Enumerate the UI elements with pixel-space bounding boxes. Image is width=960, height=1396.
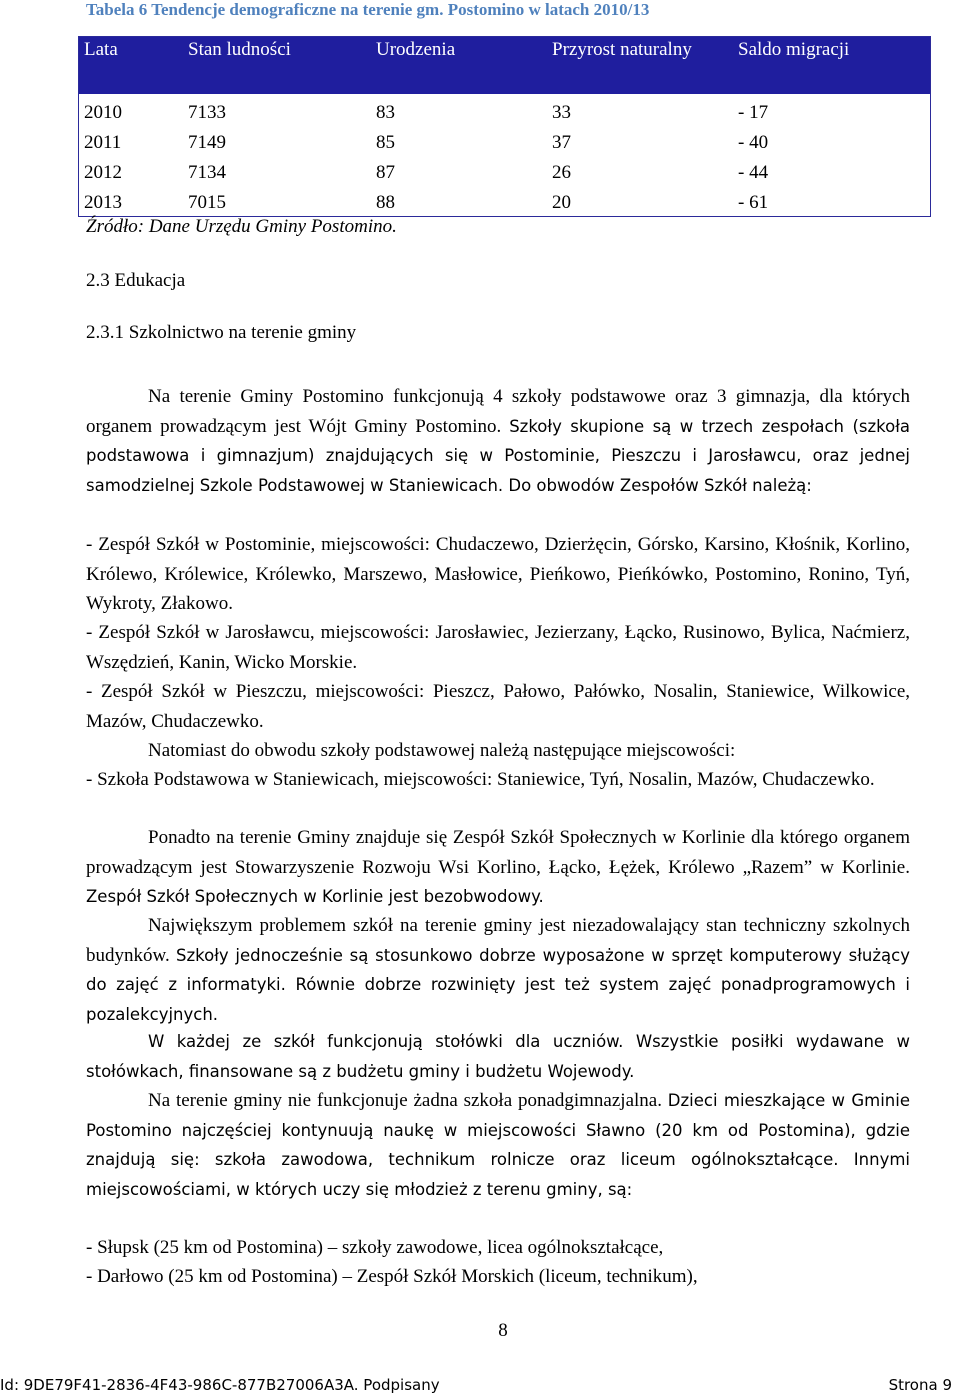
footer-page-label: Strona 9 [888,1376,952,1394]
paragraph-text: Szkoły jednocześnie są stosunkowo dobrze wyposażone w sprzęt komputerowy służący do zajęć z informatyki. Równie dobrze rozwinięty jest też system zajęć ponadprogramowych i pozalekcyjnych. [86,945,910,1024]
list-item-darlowo: - Darłowo (25 km od Postomina) – Zespół Szkół Morskich (liceum, technikum), [86,1266,698,1287]
table-caption: Tabela 6 Tendencje demograficzne na terenie gm. Postomino w latach 2010/13 [86,0,650,19]
paragraph-primary-school-district: Natomiast do obwodu szkoły podstawowej należą następujące miejscowości: [148,740,736,761]
paragraph-text: Wszystkie posiłki wydawane w stołówkach, finansowane są z budżetu gminy i budżetu Wojewody. [86,1032,911,1081]
cell-population: 7149 [188,132,226,153]
paragraph-canteens [86,1027,910,1086]
table-row [78,94,931,128]
page-number: 8 [498,1320,508,1341]
cell-births: 88 [376,192,395,213]
cell-births: 83 [376,102,395,123]
paragraph-text: Zespół Szkół Społecznych w Korlinie jest bezobwodowy. [86,887,544,906]
header-population: Stan ludności [182,36,370,94]
paragraph-secondary-schools [86,1086,910,1204]
paragraph-buildings [86,911,910,1029]
cell-migration-balance: - 17 [738,102,769,123]
list-item-staniewice: - Szkoła Podstawowa w Staniewicach, miejscowości: Staniewice, Tyń, Nosalin, Mazów, Chudaczewko. [86,769,875,790]
list-item-jaroslawiec: - Zespół Szkół w Jarosławcu, miejscowości: Jarosławiec, Jezierzany, Łącko, Rusinowo, Bylica, Naćmierz, Wszędzień, Kanin, Wicko Morskie. [86,622,910,673]
cell-migration-balance: - 40 [738,132,769,153]
paragraph-schools-overview [86,382,910,500]
header-natural-growth: Przyrost naturalny [546,36,732,94]
list-item-pieszcz: - Zespół Szkół w Pieszczu, miejscowości: Pieszcz, Pałowo, Pałówko, Nosalin, Staniewice, Wilkowice, Mazów, Chudaczewko. [86,681,910,732]
cell-year: 2010 [84,102,122,123]
paragraph-text: Dzieci mieszkające w Gminie Postomino najczęściej kontynuują naukę w miejscowości Sławno (20 km od Postomina), gdzie znajdują się: szkoła zawodowa, technikum rolnicze oraz liceum ogólnokształcące. Innymi miejscowościami, w których uczy się młodzież z terenu gminy, są: [86,1091,910,1199]
cell-migration-balance: - 61 [738,192,769,213]
cell-natural-growth: 37 [552,132,571,153]
footer-document-id: Id: 9DE79F41-2836-4F43-986C-877B27006A3A. Podpisany [0,1376,440,1394]
paragraph-text: Szkoły skupione są w trzech zespołach (szkoła podstawowa i gimnazjum) znajdujących się w Postominie, Pieszczu i Jarosławcu, oraz jednej samodzielnej Szkole Podstawowej w Staniewicach. [86,416,910,495]
subsection-heading: 2.3.1 Szkolnictwo na terenie gminy [86,322,357,343]
header-migration-balance: Saldo migracji [732,36,931,94]
table-row [78,128,931,158]
cell-population: 7015 [188,192,226,213]
header-births: Urodzenia [370,36,546,94]
cell-migration-balance: - 44 [738,162,769,183]
paragraph-text: Ponadto na terenie Gminy znajduje się Zespół Szkół Społecznych w Korlinie dla którego organem prowadzącym jest Stowarzyszenie Rozwoju Wsi Korlino, Łącko, Łężek, Królewo „Razem” w Korlinie. [86,827,910,878]
table-source-note: Źródło: Dane Urzędu Gminy Postomino. [86,216,397,237]
paragraph-text: Na terenie gminy nie funkcjonuje żadna szkoła ponadgimnazjalna. [148,1090,668,1111]
cell-births: 87 [376,162,395,183]
list-item-postomino: - Zespół Szkół w Postominie, miejscowości: Chudaczewo, Dzierżęcin, Górsko, Karsino, Kłośnik, Korlino, Królewo, Królewice, Królewko, Marszewo, Masłowice, Pieńkowo, Pieńkówko, Postomino, Ronino, Tyń, Wykroty, Złakowo. [86,534,910,614]
paragraph-text: Do obwodów Zespołów Szkół należą: [508,475,812,495]
paragraph-text: W każdej ze szkół funkcjonują stołówki dla uczniów. [148,1032,636,1051]
cell-natural-growth: 20 [552,192,571,213]
paragraph-korlino [86,823,910,912]
cell-year: 2013 [84,192,122,213]
section-heading: 2.3 Edukacja [86,270,186,291]
paragraph-text: Na terenie Gminy Postomino funkcjonują 4 szkoły podstawowe oraz 3 gimnazja, dla których organem prowadzącym jest Wójt Gminy Postomino. [86,386,910,437]
cell-population: 7133 [188,102,226,123]
cell-population: 7134 [188,162,226,183]
list-item-slupsk: - Słupsk (25 km od Postomina) – szkoły zawodowe, licea ogólnokształcące, [86,1237,664,1258]
cell-births: 85 [376,132,395,153]
cell-year: 2011 [84,132,122,153]
table-header-row [78,36,931,94]
header-years: Lata [78,36,182,94]
paragraph-text: Największym problemem szkół na terenie gminy jest niezadowalający stan techniczny szkolnych budynków. [86,915,910,966]
table-row [78,158,931,188]
cell-natural-growth: 26 [552,162,571,183]
demographics-table [78,36,931,222]
cell-year: 2012 [84,162,122,183]
cell-natural-growth: 33 [552,102,571,123]
